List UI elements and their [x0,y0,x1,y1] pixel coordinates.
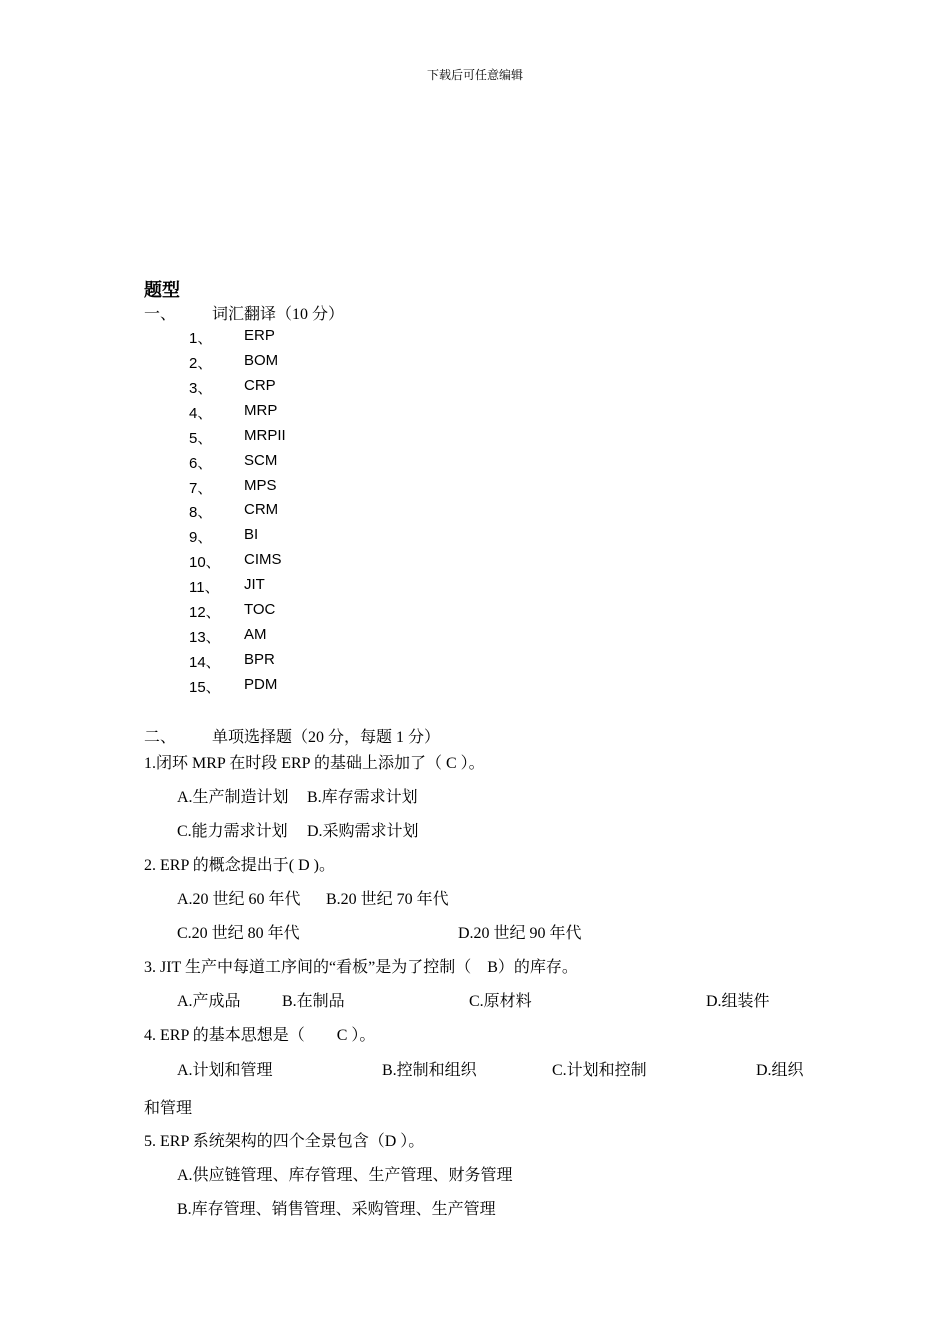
vocab-item-term: BI [244,526,259,543]
option: B.20 世纪 70 年代 [326,891,449,908]
option: A.供应链管理、库存管理、生产管理、财务管理 [177,1167,513,1184]
vocab-item-number: 10、 [189,554,221,571]
vocab-item-term: CRP [244,377,276,394]
option: A.产成品 [177,993,241,1010]
vocab-item-term: MRPII [244,427,286,444]
vocab-item-term: PDM [244,676,278,693]
vocab-item-number: 2、 [189,355,213,372]
vocab-item-term: SCM [244,452,278,469]
vocab-item-number: 1、 [189,330,213,347]
vocab-item-term: TOC [244,601,276,618]
page-title: 题型 [144,280,180,301]
vocab-item-number: 6、 [189,455,213,472]
vocab-item-term: MRP [244,402,278,419]
question-stem: 2. ERP 的概念提出于( D )。 [144,857,335,874]
vocab-item-term: JIT [244,576,265,593]
vocab-item-number: 14、 [189,654,221,671]
option-continuation: 和管理 [144,1100,193,1117]
vocab-item-number: 15、 [189,679,221,696]
option: C.原材料 [469,993,532,1010]
option: B.控制和组织 [382,1062,477,1079]
page-header-note: 下载后可任意编辑 [426,68,523,82]
question-stem: 5. ERP 系统架构的四个全景包含（D ）。 [144,1133,425,1150]
vocab-item-number: 7、 [189,480,213,497]
question-stem: 1.闭环 MRP 在时段 ERP 的基础上添加了（ C ）。 [144,755,485,772]
option: C.20 世纪 80 年代 [177,925,300,942]
vocab-item-number: 13、 [189,629,221,646]
vocab-item-number: 8、 [189,504,213,521]
option: D.组织 [756,1062,804,1079]
section1-marker: 一、 [144,306,177,323]
vocab-item-term: BPR [244,651,275,668]
vocab-item-number: 12、 [189,604,221,621]
vocab-item-number: 3、 [189,380,213,397]
option: A.20 世纪 60 年代 [177,891,301,908]
option: C.计划和控制 [552,1062,647,1079]
vocab-item-number: 5、 [189,430,213,447]
section1-label: 词汇翻译（10 分） [212,306,345,323]
option: D.20 世纪 90 年代 [458,925,582,942]
vocab-item-term: BOM [244,352,279,369]
option: C.能力需求计划 [177,823,288,840]
vocab-item-number: 4、 [189,405,213,422]
option: A.生产制造计划 [177,789,289,806]
option: B.在制品 [282,993,345,1010]
vocab-item-term: ERP [244,327,275,344]
vocab-item-term: AM [244,626,267,643]
question-stem: 4. ERP 的基本思想是（ C ）。 [144,1027,376,1044]
option: B.库存管理、销售管理、采购管理、生产管理 [177,1201,496,1218]
vocab-item-term: CIMS [244,551,282,568]
vocab-item-term: MPS [244,477,277,494]
vocab-item-term: CRM [244,501,279,518]
vocab-item-number: 11、 [189,579,220,596]
option: B.库存需求计划 [307,789,418,806]
option: D.采购需求计划 [307,823,419,840]
option: D.组装件 [706,993,770,1010]
vocab-item-number: 9、 [189,529,213,546]
section2-marker: 二、 [144,729,177,746]
option: A.计划和管理 [177,1062,273,1079]
question-stem: 3. JIT 生产中每道工序间的“看板”是为了控制（ B）的库存。 [144,959,578,976]
section2-label: 单项选择题（20 分，每题 1 分） [212,729,441,746]
